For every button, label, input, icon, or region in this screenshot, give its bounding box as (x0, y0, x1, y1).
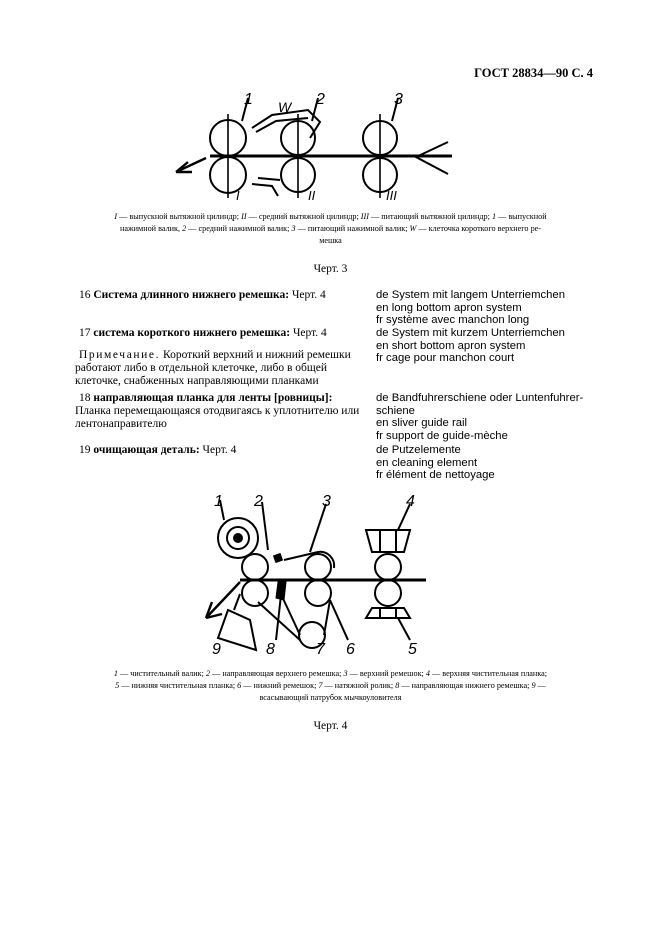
bottom-roller-back (375, 580, 401, 606)
caption-text: — средний нажимной валик; (186, 224, 292, 233)
term-18-de: de Bandfuhrerschiene oder Luntenfuhrer- (376, 392, 584, 404)
caption-text: всасывающий патрубок мычкоуловителя (259, 693, 402, 702)
term-18-number: 18 (79, 392, 91, 404)
label-8: 8 (266, 641, 275, 658)
term-18-fr: fr support de guide-mèche (376, 429, 508, 442)
suction-nozzle-9 (218, 594, 256, 650)
caption-text: — питающий нажимной валик; (295, 224, 410, 233)
label-4: 4 (406, 493, 415, 510)
caption-text: — направляющая верхнего ремешка; (210, 669, 344, 678)
caption-key: 4 (425, 669, 430, 678)
caption-key: 6 (237, 681, 242, 690)
term-16-en: en long bottom apron system (376, 301, 522, 314)
caption-text: — питающий вытяжной цилиндр; (368, 212, 492, 221)
term-16 (75, 289, 363, 302)
note (75, 349, 363, 388)
bottom-roller-middle (305, 580, 331, 606)
label-3: 3 (322, 493, 331, 510)
term-19-en: en cleaning element (376, 456, 478, 469)
term-18-de-cont: schiene (376, 404, 415, 417)
term-18-en: en sliver guide rail (376, 417, 468, 430)
label-I: I (236, 188, 240, 203)
term-16-de: de System mit langem Unterriemchen (376, 289, 565, 301)
lower-guide-8 (276, 582, 286, 600)
figure-4-caption (0, 668, 661, 704)
caption-text: — выпускной вытяжной цилиндр; (117, 212, 242, 221)
leader-6 (330, 600, 348, 640)
caption-text: — клеточка короткого верхнего ре- (416, 224, 542, 233)
caption-key: 3 (291, 224, 296, 233)
caption-line (0, 223, 661, 235)
label-5: 5 (408, 641, 417, 658)
term-18-translations (376, 392, 591, 442)
caption-key: 3 (343, 669, 348, 678)
term-18 (75, 392, 363, 431)
caption-key: 8 (395, 681, 400, 690)
term-17 (75, 327, 363, 340)
caption-key: 9 (531, 681, 536, 690)
term-16-translations (376, 289, 591, 327)
note-text: Короткий верхний и нижний ремешки работают либо в отдельной клеточке, либо в общей клеточке, снабженных направляющими планками (75, 349, 351, 387)
caption-key: W (409, 224, 417, 233)
caption-text: — верхний ремешок; (347, 669, 426, 678)
caption-text: — выпускной (496, 212, 547, 221)
label-II: II (308, 188, 316, 203)
caption-text: — средний вытяжной цилиндр; (246, 212, 361, 221)
caption-key: I (114, 212, 118, 221)
top-roller-front (242, 554, 268, 580)
apron-cradle-w (252, 110, 320, 196)
label-9: 9 (212, 641, 221, 658)
caption-line (0, 211, 661, 223)
top-cleaning-plank-4 (366, 530, 410, 552)
caption-key: 1 (491, 212, 497, 221)
leader-3 (310, 504, 326, 552)
caption-key: II (241, 212, 247, 221)
label-6: 6 (346, 641, 355, 658)
bottom-roller-front (242, 580, 268, 606)
caption-text: — (535, 681, 546, 690)
cleaning-roller-hub (234, 534, 242, 542)
caption-key: 1 (113, 669, 118, 678)
leader-5 (398, 618, 410, 640)
caption-key: 5 (115, 681, 120, 690)
bottom-apron (258, 592, 330, 640)
caption-text: — направляющая нижнего ремешка; (399, 681, 532, 690)
caption-text: — натяжной ролик; (322, 681, 396, 690)
term-17-ref: Черт. 4 (290, 327, 327, 339)
label-7: 7 (316, 641, 325, 658)
term-17-en: en short bottom apron system (376, 339, 526, 352)
note-label: Примечание. (79, 349, 161, 361)
term-19-fr: fr élément de nettoyage (376, 469, 495, 482)
term-19-de: de Putzelemente (376, 444, 461, 456)
top-roller-middle (305, 554, 331, 580)
term-17-fr: fr cage pour manchon court (376, 352, 515, 365)
term-17-title: система короткого нижнего ремешка: (93, 327, 291, 339)
figure-3-drawing (0, 88, 661, 206)
term-18-title: направляющая планка для ленты [ровницы]: (93, 392, 333, 404)
term-19-ref: Черт. 4 (199, 444, 237, 456)
caption-text: — чистительный валик; (118, 669, 206, 678)
caption-text: нажимной валик, (119, 224, 183, 233)
upper-guide-2 (273, 553, 283, 563)
term-19-translations (376, 444, 591, 482)
caption-line (0, 668, 661, 680)
funnel (416, 142, 448, 174)
term-19-title: очищающая деталь: (93, 444, 200, 456)
caption-key: 2 (182, 224, 187, 233)
figure-3-label: Черт. 3 (313, 263, 348, 275)
caption-text: мешка (319, 236, 342, 245)
caption-key: 7 (318, 681, 323, 690)
term-16-ref: Черт. 4 (289, 289, 326, 301)
term-16-number: 16 (79, 289, 91, 301)
label-w: W (278, 99, 292, 115)
caption-text: — верхняя чистительная планка; (429, 669, 548, 678)
term-17-number: 17 (79, 327, 91, 339)
caption-text: — нижняя чистительная планка; (119, 681, 238, 690)
caption-line (0, 680, 661, 692)
page-header: ГОСТ 28834—90 С. 4 (474, 66, 593, 80)
label-1: 1 (244, 91, 253, 108)
label-2: 2 (254, 493, 263, 510)
term-17-de: de System mit kurzem Unterriemchen (376, 327, 565, 339)
output-arrow (176, 158, 206, 172)
figure-3-caption (0, 211, 661, 247)
caption-key: 2 (205, 669, 211, 678)
caption-text: — нижний ремешок; (241, 681, 319, 690)
top-apron (284, 552, 334, 568)
term-16-fr: fr système avec manchon long (376, 314, 530, 327)
top-roller-back (375, 554, 401, 580)
caption-line (0, 235, 661, 247)
label-1: 1 (214, 493, 223, 510)
figure-4-label: Черт. 4 (313, 720, 348, 732)
term-19 (75, 444, 363, 457)
term-17-translations (376, 327, 591, 365)
bottom-cleaning-plank-5 (366, 608, 410, 618)
label-3: 3 (394, 91, 403, 108)
label-III: III (386, 188, 397, 203)
figure-4-drawing (0, 490, 661, 665)
term-19-number: 19 (79, 444, 91, 456)
term-16-title: Система длинного нижнего ремешка: (93, 289, 290, 301)
term-18-text: Планка перемещающаяся отодвигаясь к уплотнителю или лентонаправителю (75, 405, 360, 430)
caption-line (0, 692, 661, 704)
caption-key: III (360, 212, 369, 221)
label-2: 2 (316, 91, 325, 108)
